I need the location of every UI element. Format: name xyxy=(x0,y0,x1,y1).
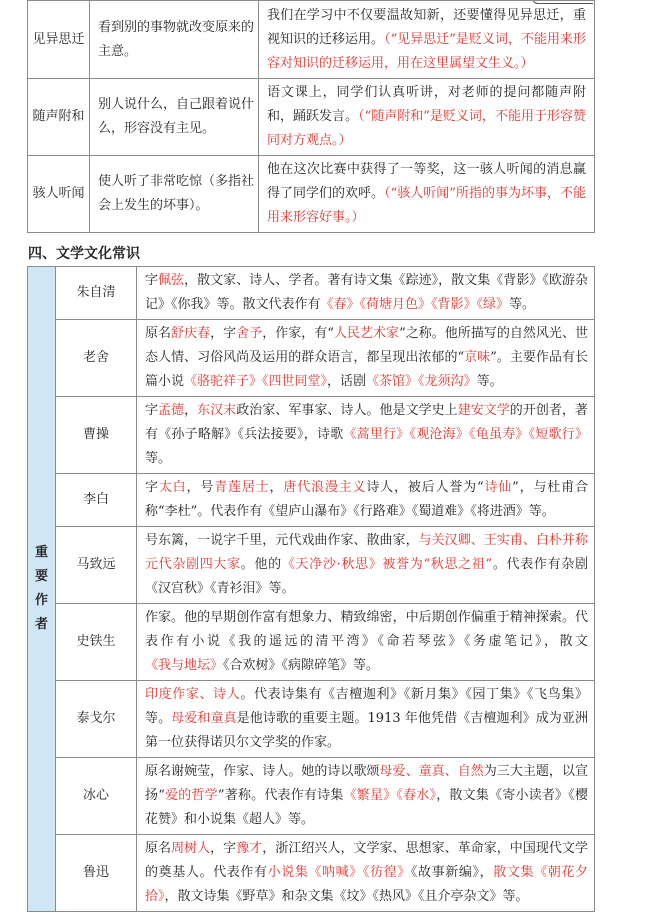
highlight-text: 建安文学 xyxy=(457,403,510,418)
example-sentence: 我们在学习中不仅要温故知新，还要懂得见异思迁，重视知识的迁移运用。 xyxy=(267,7,586,47)
highlight-text: 《繁星》《春水》 xyxy=(343,788,437,803)
author-row xyxy=(28,320,595,397)
author-name: 泰戈尔 xyxy=(56,681,137,758)
author-name: 李白 xyxy=(56,474,137,527)
description-text: 号东篱，一说字千里，元代戏曲作家、散曲家， xyxy=(145,533,419,548)
idiom-word: 随声附和 xyxy=(28,79,90,156)
highlight-text: 《蒿里行》《观沧海》《龟虽寿》《短歌行》 xyxy=(343,427,588,442)
highlight-text: 母爱、童真、自然 xyxy=(379,764,484,779)
idiom-example xyxy=(259,79,595,156)
description-text: 字 xyxy=(145,403,159,418)
description-text: ”之称。他所描写的自然风光、世态人情、习俗风尚及运用的群众语言，都呈现出浓郁的“ xyxy=(145,326,588,365)
author-row xyxy=(28,527,595,604)
description-text: 是他诗歌的重要主题。1913 年他凭借《吉檀迦利》成为亚洲第一位获得诺贝尔文学奖的作家。 xyxy=(145,711,588,750)
highlight-text: 豫才 xyxy=(236,841,263,856)
highlight-text: 京味 xyxy=(464,350,491,365)
idiom-row xyxy=(28,1,595,79)
highlight-text: 孟德 xyxy=(158,403,185,418)
author-description xyxy=(137,267,595,320)
highlight-text: 舍予 xyxy=(236,326,263,341)
highlight-text: 唐代浪漫主义 xyxy=(283,480,367,495)
idiom-meaning: 别人说什么，自己跟着说什么，形容没有主见。 xyxy=(90,79,259,156)
description-text: 原名谢婉莹，作家、诗人。她的诗以歌颂 xyxy=(145,764,380,779)
description-text: 字 xyxy=(145,273,159,288)
description-text: 政治家、军事家、诗人。他是文学史上 xyxy=(236,403,458,418)
example-sentence: 他在这次比赛中获得了一等奖，这一骇人听闻的消息赢得了同学们的欢呼。 xyxy=(267,162,586,201)
highlight-text: 东汉末 xyxy=(197,403,237,418)
description-text: ，浙江绍兴人，文学家、思想家、革命家，中国现代文学的奠基人。代表作有 xyxy=(145,841,588,880)
idiom-row xyxy=(28,79,595,156)
highlight-text: 印度作家、诗人 xyxy=(145,687,241,702)
author-row xyxy=(28,267,595,320)
highlight-text: 母爱和童真 xyxy=(171,711,237,726)
example-sentence: 语文课上，同学们认真听讲，对老师的提问都随声附和，踊跃发言。 xyxy=(267,85,586,124)
highlight-text: 《春》《荷塘月色》《背影》《绿》 xyxy=(320,297,510,312)
idiom-meaning: 看到别的事物就改变原来的主意。 xyxy=(90,1,259,79)
description-text: ，散文集《寄小读者》《樱花赞》和小说集《超人》等。 xyxy=(145,788,588,827)
highlight-text: 青莲居士 xyxy=(214,480,270,495)
author-row xyxy=(28,604,595,681)
description-text: 。代表诗集有《吉檀迦利》《新月集》《园丁集》《飞鸟集》等。 xyxy=(145,687,588,726)
description-text: ， xyxy=(184,403,198,418)
side-label xyxy=(28,267,56,912)
highlight-text: 《天净沙·秋思》被誉为“秋思之祖” xyxy=(281,557,493,572)
description-text: 的开创者，著有《孙子略解》《兵法接要》，诗歌 xyxy=(145,403,588,442)
author-description xyxy=(137,835,595,912)
description-text: ，字 xyxy=(210,841,237,856)
description-text: 等。 xyxy=(509,297,536,312)
description-text: ，散文家、诗人、学者。著有诗文集《踪迹》，散文集《背影》《欧游杂记》《你我》等。散文代表作有 xyxy=(145,273,588,312)
author-row xyxy=(28,474,595,527)
highlight-text: 诗仙 xyxy=(483,480,513,495)
description-text: ， xyxy=(269,480,284,495)
author-name: 冰心 xyxy=(56,758,137,835)
description-text: 为三大主题，以宣扬“ xyxy=(145,764,588,803)
author-description xyxy=(137,681,595,758)
description-text: ，话剧 xyxy=(327,374,367,389)
description-text: 字 xyxy=(145,480,159,495)
author-description xyxy=(137,758,595,835)
description-text: ”，与杜甫合称“李杜”。代表作有《望庐山瀑布》《行路难》《蜀道难》《将进酒》等。 xyxy=(145,480,588,519)
author-name: 马致远 xyxy=(56,527,137,604)
author-name: 朱自清 xyxy=(56,267,137,320)
author-name: 老舍 xyxy=(56,320,137,397)
highlight-text: 太白 xyxy=(158,480,187,495)
highlight-text: 佩弦 xyxy=(158,273,185,288)
description-text: ”。主要作品有长篇小说 xyxy=(145,350,588,389)
highlight-text: 人民艺术家 xyxy=(333,326,400,341)
description-text: 。他的 xyxy=(240,557,282,572)
author-description xyxy=(137,320,595,397)
side-label-text: 重要作者 xyxy=(34,545,48,632)
author-row xyxy=(28,681,595,758)
example-note: （“随声附和”是贬义词，不能用于形容赞同对方观点。） xyxy=(267,109,586,148)
description-text: 《合欢树》《病隙碎笔》等。 xyxy=(223,658,380,673)
author-description xyxy=(137,474,595,527)
idiom-word: 骇人听闻 xyxy=(28,156,90,233)
highlight-text: 小说集《呐喊》《彷徨》 xyxy=(267,865,411,880)
highlight-text: 《我与地坛》 xyxy=(145,658,224,673)
description-text: ”著称。代表作有诗集 xyxy=(217,788,344,803)
section-title: 四、文学文化常识 xyxy=(28,246,140,262)
authors-table xyxy=(27,266,595,912)
author-row xyxy=(28,758,595,835)
highlight-text: 爱的哲学 xyxy=(164,788,218,803)
description-text: 。代表作有杂剧《汉宫秋》《青衫泪》等。 xyxy=(145,557,588,596)
description-text: 《故事新编》， xyxy=(410,865,494,880)
author-description xyxy=(137,397,595,474)
author-name: 曹操 xyxy=(56,397,137,474)
idiom-table xyxy=(27,0,595,233)
idiom-example xyxy=(259,156,595,233)
description-text: ，字 xyxy=(210,326,237,341)
idiom-word: 见异思迁 xyxy=(28,1,90,79)
highlight-text: 《骆驼祥子》《四世同堂》 xyxy=(184,374,328,389)
example-note: （“见异思迁”是贬义词，不能用来形容对知识的迁移运用，用在这里属望文生义。） xyxy=(267,31,586,71)
highlight-text: 周树人 xyxy=(171,841,211,856)
author-name: 史铁生 xyxy=(56,604,137,681)
description-text: 作家。他的早期创作富有想象力、精致绵密，中后期创作偏重于精神探索。代表作有小说《我的遥远的清平湾》《命若琴弦》《务虚笔记》，散文 xyxy=(145,610,588,649)
description-text: ，号 xyxy=(186,480,215,495)
author-description xyxy=(137,527,595,604)
highlight-text: 《茶馆》《龙须沟》 xyxy=(366,374,477,389)
description-text: 原名 xyxy=(145,326,172,341)
description-text: ，散文诗集《野草》和杂文集《坟》《热风》《且介亭杂文》等。 xyxy=(164,889,529,904)
description-text: 等。 xyxy=(476,374,503,389)
idiom-example xyxy=(259,1,595,79)
example-note: （“骇人听闻”所指的事为坏事，不能用来形容好事。） xyxy=(267,186,586,225)
description-text: 等。 xyxy=(145,451,172,466)
highlight-text: 散文集《朝花夕拾》 xyxy=(145,865,588,904)
author-row xyxy=(28,397,595,474)
author-description xyxy=(137,604,595,681)
description-text: 诗人，被后人誉为“ xyxy=(366,480,484,495)
description-text: 原名 xyxy=(145,841,172,856)
author-name: 鲁迅 xyxy=(56,835,137,912)
description-text: ，作家，有“ xyxy=(262,326,334,341)
highlight-text: 舒庆春 xyxy=(171,326,211,341)
author-row xyxy=(28,835,595,912)
highlight-text: 与关汉卿、王实甫、白朴并称元代杂剧四大家 xyxy=(145,533,588,572)
idiom-meaning: 使人听了非常吃惊（多指社会上发生的坏事）。 xyxy=(90,156,259,233)
idiom-row xyxy=(28,156,595,233)
